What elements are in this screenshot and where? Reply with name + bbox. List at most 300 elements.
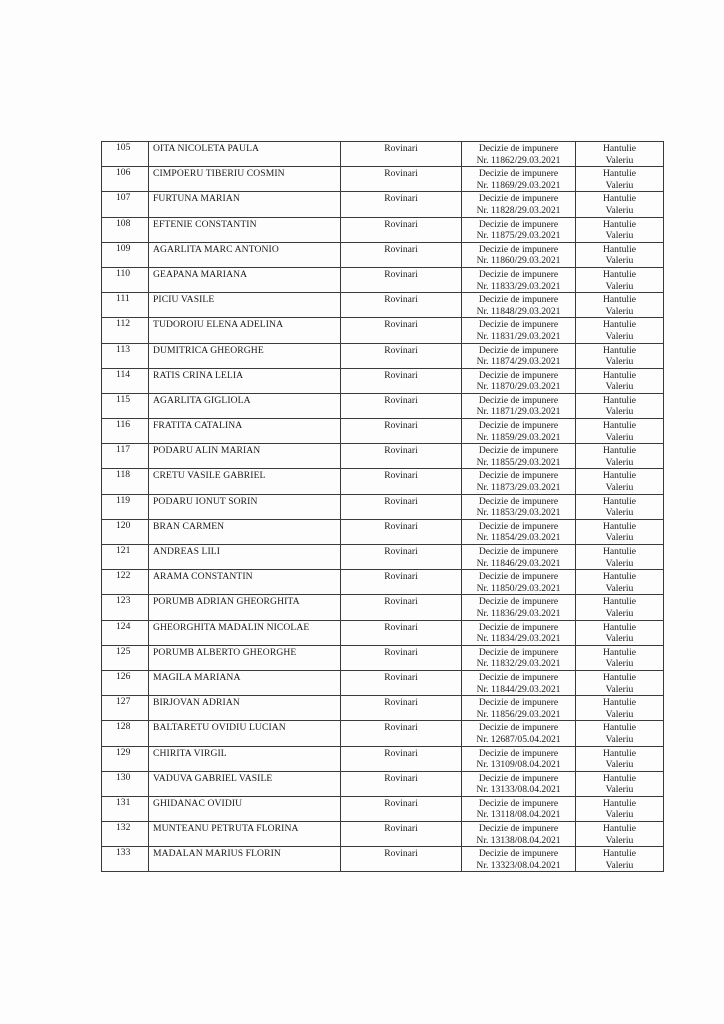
- document-reference: Nr. 11870/29.03.2021: [476, 381, 561, 393]
- row-number: 115: [116, 393, 131, 405]
- locality: Rovinari: [384, 193, 418, 205]
- document-reference: Nr. 11875/29.03.2021: [476, 230, 561, 242]
- document-cell: [462, 696, 576, 721]
- row-number-cell: [102, 670, 149, 695]
- responsible-first-name: Valeriu: [605, 431, 634, 443]
- records-table-body: [102, 142, 664, 872]
- person-name: GHIDANAC OVIDIU: [153, 797, 243, 809]
- document-type: Decizie de impunere: [478, 420, 559, 432]
- responsible-cell: [576, 293, 664, 318]
- locality: Rovinari: [384, 772, 418, 784]
- document-type: Decizie de impunere: [478, 546, 559, 557]
- document-reference: Nr. 11831/29.03.2021: [476, 330, 561, 342]
- responsible-cell: [576, 796, 664, 821]
- row-number: 113: [116, 343, 131, 355]
- row-number: 126: [116, 670, 131, 682]
- locality: Rovinari: [384, 848, 418, 860]
- row-number-cell: [102, 318, 149, 343]
- row-number-cell: [102, 847, 149, 872]
- row-number-cell: [102, 721, 149, 746]
- document-type: Decizie de impunere: [478, 722, 559, 734]
- locality: Rovinari: [384, 319, 418, 331]
- responsible-first-name: Valeriu: [605, 204, 634, 216]
- document-reference: Nr. 11871/29.03.2021: [476, 406, 561, 418]
- document-reference: Nr. 11862/29.03.2021: [476, 154, 561, 166]
- document-reference: Nr. 13118/08.04.2021: [476, 809, 561, 821]
- locality: Rovinari: [384, 294, 418, 306]
- responsible-cell: [576, 419, 664, 444]
- person-name: BALTARETU OVIDIU LUCIAN: [153, 722, 286, 734]
- responsible-cell: [576, 142, 664, 167]
- document-reference: Nr. 13133/08.04.2021: [476, 784, 561, 796]
- person-name: CRETU VASILE GABRIEL: [153, 470, 266, 482]
- row-number-cell: [102, 267, 149, 292]
- person-name: FURTUNA MARIAN: [153, 193, 240, 205]
- locality: Rovinari: [384, 621, 418, 633]
- document-type: Decizie de impunere: [478, 168, 559, 180]
- document-reference: Nr. 11869/29.03.2021: [476, 179, 561, 191]
- document-type: Decizie de impunere: [478, 268, 559, 280]
- table-row: [102, 771, 664, 796]
- document-cell: [462, 343, 576, 368]
- row-number-cell: [102, 494, 149, 519]
- responsible-cell: [576, 670, 664, 695]
- locality-cell: [341, 167, 462, 192]
- document-cell: [462, 545, 576, 570]
- responsible-last-name: Hantulie: [602, 168, 637, 180]
- document-reference: Nr. 11874/29.03.2021: [476, 356, 561, 368]
- document-reference: Nr. 11873/29.03.2021: [476, 482, 561, 494]
- responsible-cell: [576, 570, 664, 595]
- responsible-cell: [576, 847, 664, 872]
- locality: Rovinari: [384, 268, 418, 280]
- person-name: MADALAN MARIUS FLORIN: [153, 848, 281, 860]
- locality-cell: [341, 217, 462, 242]
- document-cell: [462, 242, 576, 267]
- responsible-last-name: Hantulie: [602, 671, 637, 683]
- locality-cell: [341, 494, 462, 519]
- document-type: Decizie de impunere: [478, 143, 559, 154]
- document-cell: [462, 746, 576, 771]
- table-row: [102, 267, 664, 292]
- responsible-cell: [576, 217, 664, 242]
- document-type: Decizie de impunere: [478, 747, 559, 759]
- row-number-cell: [102, 419, 149, 444]
- table-row: [102, 570, 664, 595]
- document-reference: Nr. 13109/08.04.2021: [476, 759, 561, 771]
- responsible-first-name: Valeriu: [605, 305, 634, 317]
- locality: Rovinari: [384, 369, 418, 381]
- document-type: Decizie de impunere: [478, 394, 559, 406]
- responsible-cell: [576, 822, 664, 847]
- locality-cell: [341, 620, 462, 645]
- row-number: 125: [116, 645, 131, 657]
- responsible-cell: [576, 167, 664, 192]
- document-type: Decizie de impunere: [478, 495, 559, 507]
- document-reference: Nr. 11860/29.03.2021: [476, 255, 561, 267]
- responsible-cell: [576, 444, 664, 469]
- document-type: Decizie de impunere: [478, 571, 559, 583]
- locality: Rovinari: [384, 646, 418, 658]
- document-cell: [462, 444, 576, 469]
- responsible-last-name: Hantulie: [602, 445, 637, 457]
- person-name: PORUMB ADRIAN GHEORGHITA: [153, 596, 300, 608]
- row-number-cell: [102, 519, 149, 544]
- row-number: 123: [116, 595, 131, 607]
- locality-cell: [341, 771, 462, 796]
- row-number-cell: [102, 444, 149, 469]
- row-number: 108: [116, 217, 131, 229]
- row-number-cell: [102, 167, 149, 192]
- table-row: [102, 293, 664, 318]
- responsible-last-name: Hantulie: [602, 797, 637, 809]
- row-number: 127: [116, 696, 131, 708]
- responsible-last-name: Hantulie: [602, 697, 637, 709]
- locality: Rovinari: [384, 546, 418, 557]
- person-name-cell: [149, 822, 341, 847]
- responsible-first-name: Valeriu: [605, 633, 634, 645]
- table-row: [102, 822, 664, 847]
- responsible-cell: [576, 645, 664, 670]
- row-number: 112: [116, 318, 131, 330]
- document-type: Decizie de impunere: [478, 697, 559, 709]
- row-number: 109: [116, 242, 131, 254]
- table-row: [102, 318, 664, 343]
- person-name: RATIS CRINA LELIA: [153, 369, 244, 381]
- document-type: Decizie de impunere: [478, 823, 559, 835]
- document-reference: Nr. 13323/08.04.2021: [476, 859, 561, 871]
- locality: Rovinari: [384, 445, 418, 457]
- responsible-first-name: Valeriu: [605, 406, 634, 418]
- row-number-cell: [102, 570, 149, 595]
- locality-cell: [341, 242, 462, 267]
- document-type: Decizie de impunere: [478, 445, 559, 457]
- row-number-cell: [102, 393, 149, 418]
- person-name-cell: [149, 696, 341, 721]
- document-cell: [462, 595, 576, 620]
- document-reference: Nr. 11855/29.03.2021: [476, 456, 561, 468]
- responsible-last-name: Hantulie: [602, 772, 637, 784]
- person-name-cell: [149, 368, 341, 393]
- row-number-cell: [102, 595, 149, 620]
- person-name: BRAN CARMEN: [153, 520, 225, 532]
- responsible-cell: [576, 545, 664, 570]
- document-type: Decizie de impunere: [478, 671, 559, 683]
- table-row: [102, 444, 664, 469]
- table-row: [102, 393, 664, 418]
- document-cell: [462, 393, 576, 418]
- responsible-first-name: Valeriu: [605, 255, 634, 267]
- locality: Rovinari: [384, 697, 418, 709]
- table-row: [102, 217, 664, 242]
- table-row: [102, 847, 664, 872]
- row-number-cell: [102, 192, 149, 217]
- document-cell: [462, 796, 576, 821]
- person-name-cell: [149, 796, 341, 821]
- responsible-first-name: Valeriu: [605, 733, 634, 745]
- responsible-first-name: Valeriu: [605, 456, 634, 468]
- person-name: GHEORGHITA MADALIN NICOLAE: [153, 621, 310, 633]
- document-reference: Nr. 11833/29.03.2021: [476, 280, 561, 292]
- document-type: Decizie de impunere: [478, 218, 559, 230]
- responsible-last-name: Hantulie: [602, 294, 637, 306]
- responsible-cell: [576, 746, 664, 771]
- locality: Rovinari: [384, 218, 418, 230]
- responsible-first-name: Valeriu: [605, 834, 634, 846]
- responsible-cell: [576, 721, 664, 746]
- responsible-last-name: Hantulie: [602, 823, 637, 835]
- document-type: Decizie de impunere: [478, 797, 559, 809]
- person-name-cell: [149, 595, 341, 620]
- person-name: OITA NICOLETA PAULA: [153, 143, 260, 154]
- locality-cell: [341, 293, 462, 318]
- locality-cell: [341, 545, 462, 570]
- locality: Rovinari: [384, 168, 418, 180]
- responsible-last-name: Hantulie: [602, 344, 637, 356]
- row-number-cell: [102, 343, 149, 368]
- locality: Rovinari: [384, 797, 418, 809]
- document-reference: Nr. 11834/29.03.2021: [476, 633, 561, 645]
- person-name: PORUMB ALBERTO GHEORGHE: [153, 646, 297, 658]
- person-name: BIRJOVAN ADRIAN: [153, 697, 240, 709]
- document-cell: [462, 167, 576, 192]
- responsible-first-name: Valeriu: [605, 607, 634, 619]
- person-name-cell: [149, 444, 341, 469]
- responsible-last-name: Hantulie: [602, 218, 637, 230]
- person-name-cell: [149, 267, 341, 292]
- locality-cell: [341, 444, 462, 469]
- responsible-last-name: Hantulie: [602, 520, 637, 532]
- responsible-first-name: Valeriu: [605, 708, 634, 720]
- locality-cell: [341, 847, 462, 872]
- row-number-cell: [102, 217, 149, 242]
- responsible-cell: [576, 318, 664, 343]
- locality-cell: [341, 142, 462, 167]
- locality-cell: [341, 796, 462, 821]
- person-name-cell: [149, 217, 341, 242]
- person-name-cell: [149, 494, 341, 519]
- responsible-first-name: Valeriu: [605, 658, 634, 670]
- person-name-cell: [149, 167, 341, 192]
- locality-cell: [341, 419, 462, 444]
- responsible-first-name: Valeriu: [605, 356, 634, 368]
- table-row: [102, 343, 664, 368]
- row-number: 107: [116, 192, 131, 204]
- row-number-cell: [102, 620, 149, 645]
- responsible-last-name: Hantulie: [602, 420, 637, 432]
- person-name: MUNTEANU PETRUTA FLORINA: [153, 823, 299, 835]
- table-row: [102, 620, 664, 645]
- person-name-cell: [149, 620, 341, 645]
- responsible-cell: [576, 242, 664, 267]
- row-number: 119: [116, 494, 131, 506]
- document-type: Decizie de impunere: [478, 369, 559, 381]
- person-name-cell: [149, 570, 341, 595]
- responsible-first-name: Valeriu: [605, 507, 634, 519]
- locality: Rovinari: [384, 394, 418, 406]
- responsible-first-name: Valeriu: [605, 482, 634, 494]
- person-name: FRATITA CATALINA: [153, 420, 243, 432]
- locality: Rovinari: [384, 420, 418, 432]
- person-name-cell: [149, 545, 341, 570]
- locality: Rovinari: [384, 722, 418, 734]
- document-reference: Nr. 11844/29.03.2021: [476, 683, 561, 695]
- person-name-cell: [149, 419, 341, 444]
- person-name-cell: [149, 343, 341, 368]
- responsible-cell: [576, 595, 664, 620]
- responsible-first-name: Valeriu: [605, 154, 634, 166]
- person-name-cell: [149, 318, 341, 343]
- document-type: Decizie de impunere: [478, 848, 559, 860]
- locality: Rovinari: [384, 596, 418, 608]
- row-number-cell: [102, 796, 149, 821]
- document-cell: [462, 519, 576, 544]
- responsible-last-name: Hantulie: [602, 621, 637, 633]
- responsible-cell: [576, 192, 664, 217]
- row-number-cell: [102, 242, 149, 267]
- locality: Rovinari: [384, 344, 418, 356]
- row-number: 111: [116, 293, 130, 305]
- person-name-cell: [149, 670, 341, 695]
- row-number: 131: [116, 796, 131, 808]
- document-type: Decizie de impunere: [478, 520, 559, 532]
- person-name: MAGILA MARIANA: [153, 671, 241, 683]
- document-reference: Nr. 12687/05.04.2021: [476, 733, 561, 745]
- person-name-cell: [149, 242, 341, 267]
- responsible-last-name: Hantulie: [602, 495, 637, 507]
- locality-cell: [341, 519, 462, 544]
- document-reference: Nr. 11828/29.03.2021: [476, 204, 561, 216]
- document-type: Decizie de impunere: [478, 319, 559, 331]
- document-cell: [462, 620, 576, 645]
- locality: Rovinari: [384, 143, 418, 154]
- responsible-first-name: Valeriu: [605, 582, 634, 594]
- responsible-cell: [576, 620, 664, 645]
- responsible-last-name: Hantulie: [602, 268, 637, 280]
- locality-cell: [341, 318, 462, 343]
- document-cell: [462, 217, 576, 242]
- table-row: [102, 721, 664, 746]
- row-number: 116: [116, 419, 131, 431]
- document-cell: [462, 822, 576, 847]
- table-row: [102, 545, 664, 570]
- row-number-cell: [102, 545, 149, 570]
- document-cell: [462, 419, 576, 444]
- document-reference: Nr. 11848/29.03.2021: [476, 305, 561, 317]
- document-cell: [462, 142, 576, 167]
- document-type: Decizie de impunere: [478, 294, 559, 306]
- responsible-first-name: Valeriu: [605, 381, 634, 393]
- responsible-last-name: Hantulie: [602, 193, 637, 205]
- table-row: [102, 796, 664, 821]
- responsible-last-name: Hantulie: [602, 470, 637, 482]
- person-name-cell: [149, 645, 341, 670]
- row-number-cell: [102, 771, 149, 796]
- document-type: Decizie de impunere: [478, 596, 559, 608]
- row-number: 114: [116, 368, 131, 380]
- table-row: [102, 167, 664, 192]
- responsible-last-name: Hantulie: [602, 546, 637, 557]
- person-name-cell: [149, 469, 341, 494]
- locality: Rovinari: [384, 520, 418, 532]
- responsible-first-name: Valeriu: [605, 280, 634, 292]
- row-number: 106: [116, 167, 131, 179]
- person-name: CIMPOERU TIBERIU COSMIN: [153, 168, 285, 180]
- responsible-first-name: Valeriu: [605, 330, 634, 342]
- row-number-cell: [102, 368, 149, 393]
- responsible-first-name: Valeriu: [605, 683, 634, 695]
- responsible-first-name: Valeriu: [605, 557, 634, 569]
- responsible-last-name: Hantulie: [602, 571, 637, 583]
- document-cell: [462, 847, 576, 872]
- responsible-first-name: Valeriu: [605, 532, 634, 544]
- responsible-first-name: Valeriu: [605, 784, 634, 796]
- row-number: 130: [116, 771, 131, 783]
- person-name: TUDOROIU ELENA ADELINA: [153, 319, 284, 331]
- document-cell: [462, 771, 576, 796]
- row-number: 124: [116, 620, 131, 632]
- responsible-last-name: Hantulie: [602, 646, 637, 658]
- locality-cell: [341, 570, 462, 595]
- document-cell: [462, 368, 576, 393]
- row-number: 121: [116, 545, 131, 556]
- table-row: [102, 519, 664, 544]
- person-name: DUMITRICA GHEORGHE: [153, 344, 264, 356]
- person-name-cell: [149, 393, 341, 418]
- person-name: AGARLITA GIGLIOLA: [153, 394, 251, 406]
- table-row: [102, 494, 664, 519]
- person-name: EFTENIE CONSTANTIN: [153, 218, 257, 230]
- responsible-first-name: Valeriu: [605, 759, 634, 771]
- document-type: Decizie de impunere: [478, 772, 559, 784]
- locality-cell: [341, 192, 462, 217]
- locality-cell: [341, 595, 462, 620]
- document-reference: Nr. 11836/29.03.2021: [476, 607, 561, 619]
- responsible-cell: [576, 267, 664, 292]
- row-number: 117: [116, 444, 131, 456]
- locality: Rovinari: [384, 243, 418, 255]
- responsible-first-name: Valeriu: [605, 179, 634, 191]
- document-cell: [462, 267, 576, 292]
- document-reference: Nr. 11832/29.03.2021: [476, 658, 561, 670]
- locality-cell: [341, 746, 462, 771]
- document-cell: [462, 494, 576, 519]
- row-number-cell: [102, 142, 149, 167]
- locality-cell: [341, 368, 462, 393]
- document-reference: Nr. 11850/29.03.2021: [476, 582, 561, 594]
- row-number: 118: [116, 469, 131, 481]
- document-cell: [462, 645, 576, 670]
- document-reference: Nr. 11854/29.03.2021: [476, 532, 561, 544]
- person-name-cell: [149, 192, 341, 217]
- document-type: Decizie de impunere: [478, 193, 559, 205]
- person-name: ANDREAS LILI: [153, 546, 221, 557]
- responsible-first-name: Valeriu: [605, 859, 634, 871]
- locality-cell: [341, 393, 462, 418]
- locality: Rovinari: [384, 495, 418, 507]
- locality: Rovinari: [384, 823, 418, 835]
- responsible-last-name: Hantulie: [602, 243, 637, 255]
- document-reference: Nr. 11856/29.03.2021: [476, 708, 561, 720]
- table-row: [102, 242, 664, 267]
- person-name-cell: [149, 519, 341, 544]
- table-row: [102, 670, 664, 695]
- records-table: [101, 141, 664, 872]
- row-number-cell: [102, 645, 149, 670]
- person-name-cell: [149, 293, 341, 318]
- row-number: 122: [116, 570, 131, 582]
- locality-cell: [341, 822, 462, 847]
